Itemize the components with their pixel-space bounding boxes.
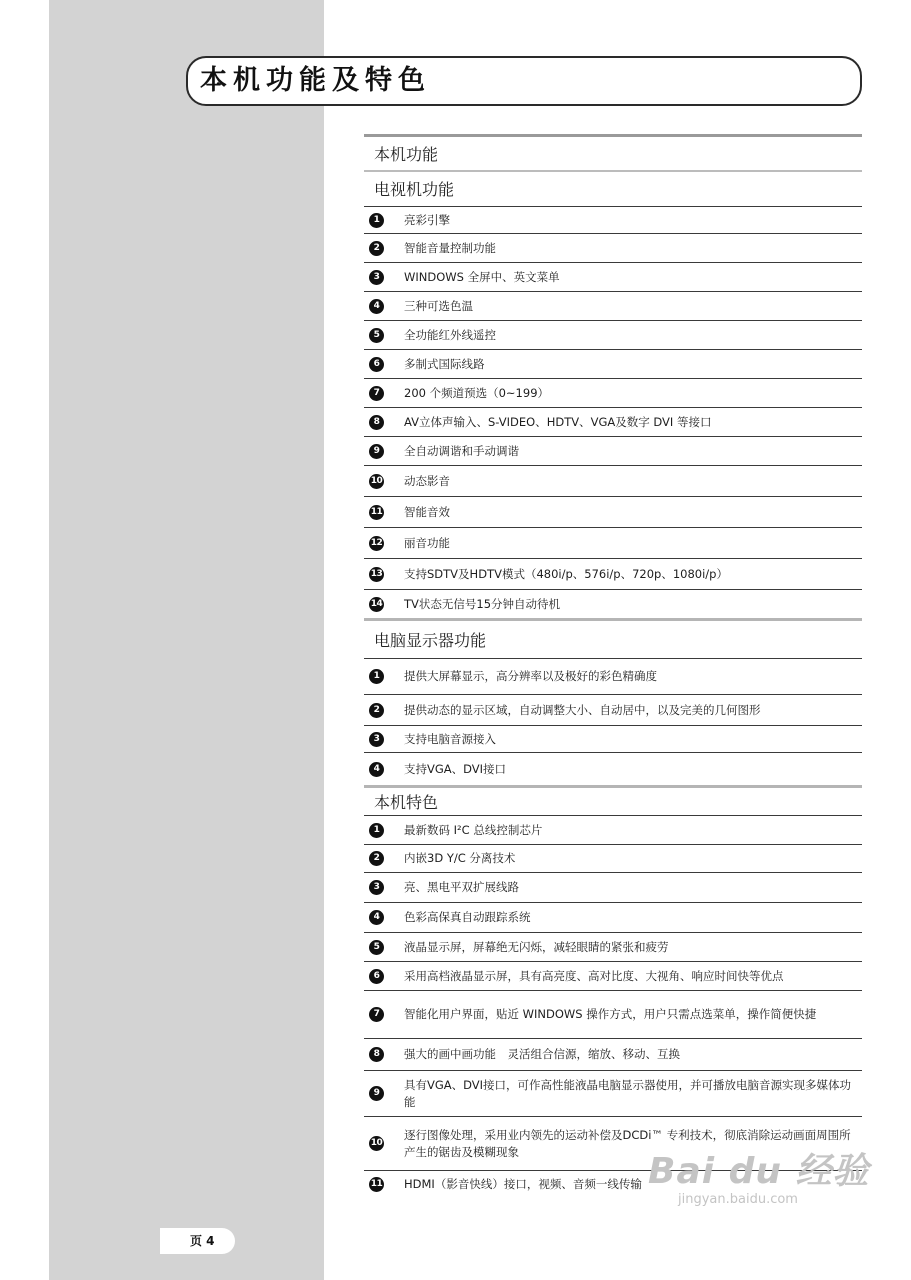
item-number-badge: 7 [369, 1007, 384, 1022]
item-text: WINDOWS 全屏中、英文菜单 [404, 269, 560, 284]
item-number-badge: 2 [369, 703, 384, 718]
item-text: 支持电脑音源接入 [404, 731, 496, 746]
item-number-badge: 7 [369, 386, 384, 401]
list-item [364, 1038, 862, 1070]
tv-functions-list [364, 206, 862, 618]
functions-heading: 本机功能 [364, 134, 862, 170]
list-item [364, 694, 862, 725]
list-item [364, 291, 862, 320]
list-item [364, 725, 862, 752]
item-number-badge: 11 [369, 505, 384, 520]
item-text: 强大的画中画功能 灵活组合信源，缩放、移动、互换 [404, 1047, 680, 1061]
item-number-badge: 9 [369, 444, 384, 459]
item-text: 全自动调谐和手动调谐 [404, 443, 519, 458]
item-number-badge: 1 [369, 669, 384, 684]
item-number-badge: 8 [369, 1047, 384, 1062]
list-item [364, 320, 862, 349]
list-item [364, 589, 862, 618]
item-number-badge: 3 [369, 732, 384, 747]
item-text: 采用高档液晶显示屏，具有高亮度、高对比度、大视角、响应时间快等优点 [404, 968, 784, 983]
list-item [364, 378, 862, 407]
item-text: 智能化用户界面，贴近 WINDOWS 操作方式，用户只需点选菜单，操作简便快捷 [404, 1007, 817, 1021]
pc-functions-heading: 电脑显示器功能 [364, 618, 862, 658]
item-text: 色彩高保真自动跟踪系统 [404, 910, 531, 924]
item-number-badge: 2 [369, 241, 384, 256]
item-number-badge: 4 [369, 299, 384, 314]
list-item [364, 961, 862, 990]
item-text: 内嵌3D Y/C 分离技术 [404, 851, 516, 865]
list-item [364, 990, 862, 1038]
item-text: 全功能红外线遥控 [404, 327, 496, 342]
item-text: 亮彩引擎 [404, 212, 450, 227]
item-text: 最新数码 I²C 总线控制芯片 [404, 822, 543, 837]
item-text: 智能音效 [404, 504, 450, 519]
list-item [364, 436, 862, 465]
item-text: 支持VGA、DVI接口 [404, 761, 507, 776]
item-number-badge: 14 [369, 597, 384, 612]
item-text: 提供动态的显示区域，自动调整大小、自动居中，以及完美的几何图形 [404, 702, 761, 717]
list-item [364, 752, 862, 785]
tv-functions-heading: 电视机功能 [364, 170, 862, 206]
item-text: 支持SDTV及HDTV模式（480i/p、576i/p、720p、1080i/p） [404, 566, 728, 581]
gray-side-band [49, 0, 324, 1280]
content-area [364, 134, 862, 1197]
item-text: 亮、黑电平双扩展线路 [404, 880, 519, 894]
item-text: 三种可选色温 [404, 298, 473, 313]
item-text: AV立体声输入、S-VIDEO、HDTV、VGA及数字 DVI 等接口 [404, 414, 712, 429]
item-number-badge: 10 [369, 474, 384, 489]
item-number-badge: 3 [369, 880, 384, 895]
baidu-watermark [648, 1152, 870, 1208]
item-number-badge: 6 [369, 357, 384, 372]
item-number-badge: 4 [369, 762, 384, 777]
list-item [364, 496, 862, 527]
item-number-badge: 4 [369, 910, 384, 925]
list-item [364, 932, 862, 961]
item-number-badge: 13 [369, 567, 384, 582]
item-text: 逐行图像处理，采用业内领先的运动补偿及DCDi™ 专利技术，彻底消除运动画面周围所产生的锯齿及模糊现象 [404, 1127, 851, 1159]
list-item [364, 872, 862, 902]
features-heading: 本机特色 [364, 785, 862, 815]
page-number: 页 4 [160, 1228, 235, 1254]
features-list [364, 815, 862, 1197]
list-item [364, 902, 862, 932]
item-number-badge: 12 [369, 536, 384, 551]
item-text: 智能音量控制功能 [404, 240, 496, 255]
list-item [364, 349, 862, 378]
item-number-badge: 5 [369, 940, 384, 955]
list-item [364, 206, 862, 233]
item-number-badge: 6 [369, 969, 384, 984]
item-number-badge: 5 [369, 328, 384, 343]
list-item [364, 527, 862, 558]
item-number-badge: 10 [369, 1136, 384, 1151]
item-text: 提供大屏幕显示，高分辨率以及极好的彩色精确度 [404, 669, 657, 683]
list-item [364, 407, 862, 436]
list-item [364, 262, 862, 291]
item-text: HDMI（影音快线）接口，视频、音频一线传输 [404, 1176, 642, 1191]
item-number-badge: 9 [369, 1086, 384, 1101]
item-number-badge: 2 [369, 851, 384, 866]
item-text: TV状态无信号15分钟自动待机 [404, 596, 561, 611]
item-number-badge: 3 [369, 270, 384, 285]
watermark-logo: Bai du 经验 [648, 1151, 870, 1192]
item-text: 200 个频道预选（0~199） [404, 385, 550, 400]
item-number-badge: 11 [369, 1177, 384, 1192]
item-text: 液晶显示屏，屏幕绝无闪烁，减轻眼睛的紧张和疲劳 [404, 939, 669, 954]
list-item [364, 1070, 862, 1116]
list-item [364, 558, 862, 589]
list-item [364, 844, 862, 872]
item-number-badge: 1 [369, 823, 384, 838]
list-item [364, 658, 862, 694]
item-text: 丽音功能 [404, 535, 450, 550]
page-title: 本机功能及特色 [200, 65, 431, 96]
list-item [364, 233, 862, 262]
pc-functions-list [364, 658, 862, 785]
list-item [364, 815, 862, 844]
item-number-badge: 8 [369, 415, 384, 430]
item-number-badge: 1 [369, 213, 384, 228]
watermark-url: jingyan.baidu.com [678, 1192, 798, 1207]
list-item [364, 465, 862, 496]
item-text: 具有VGA、DVI接口，可作高性能液晶电脑显示器使用，并可播放电脑音源实现多媒体功能 [404, 1077, 852, 1109]
item-text: 动态影音 [404, 473, 450, 488]
item-text: 多制式国际线路 [404, 356, 485, 371]
